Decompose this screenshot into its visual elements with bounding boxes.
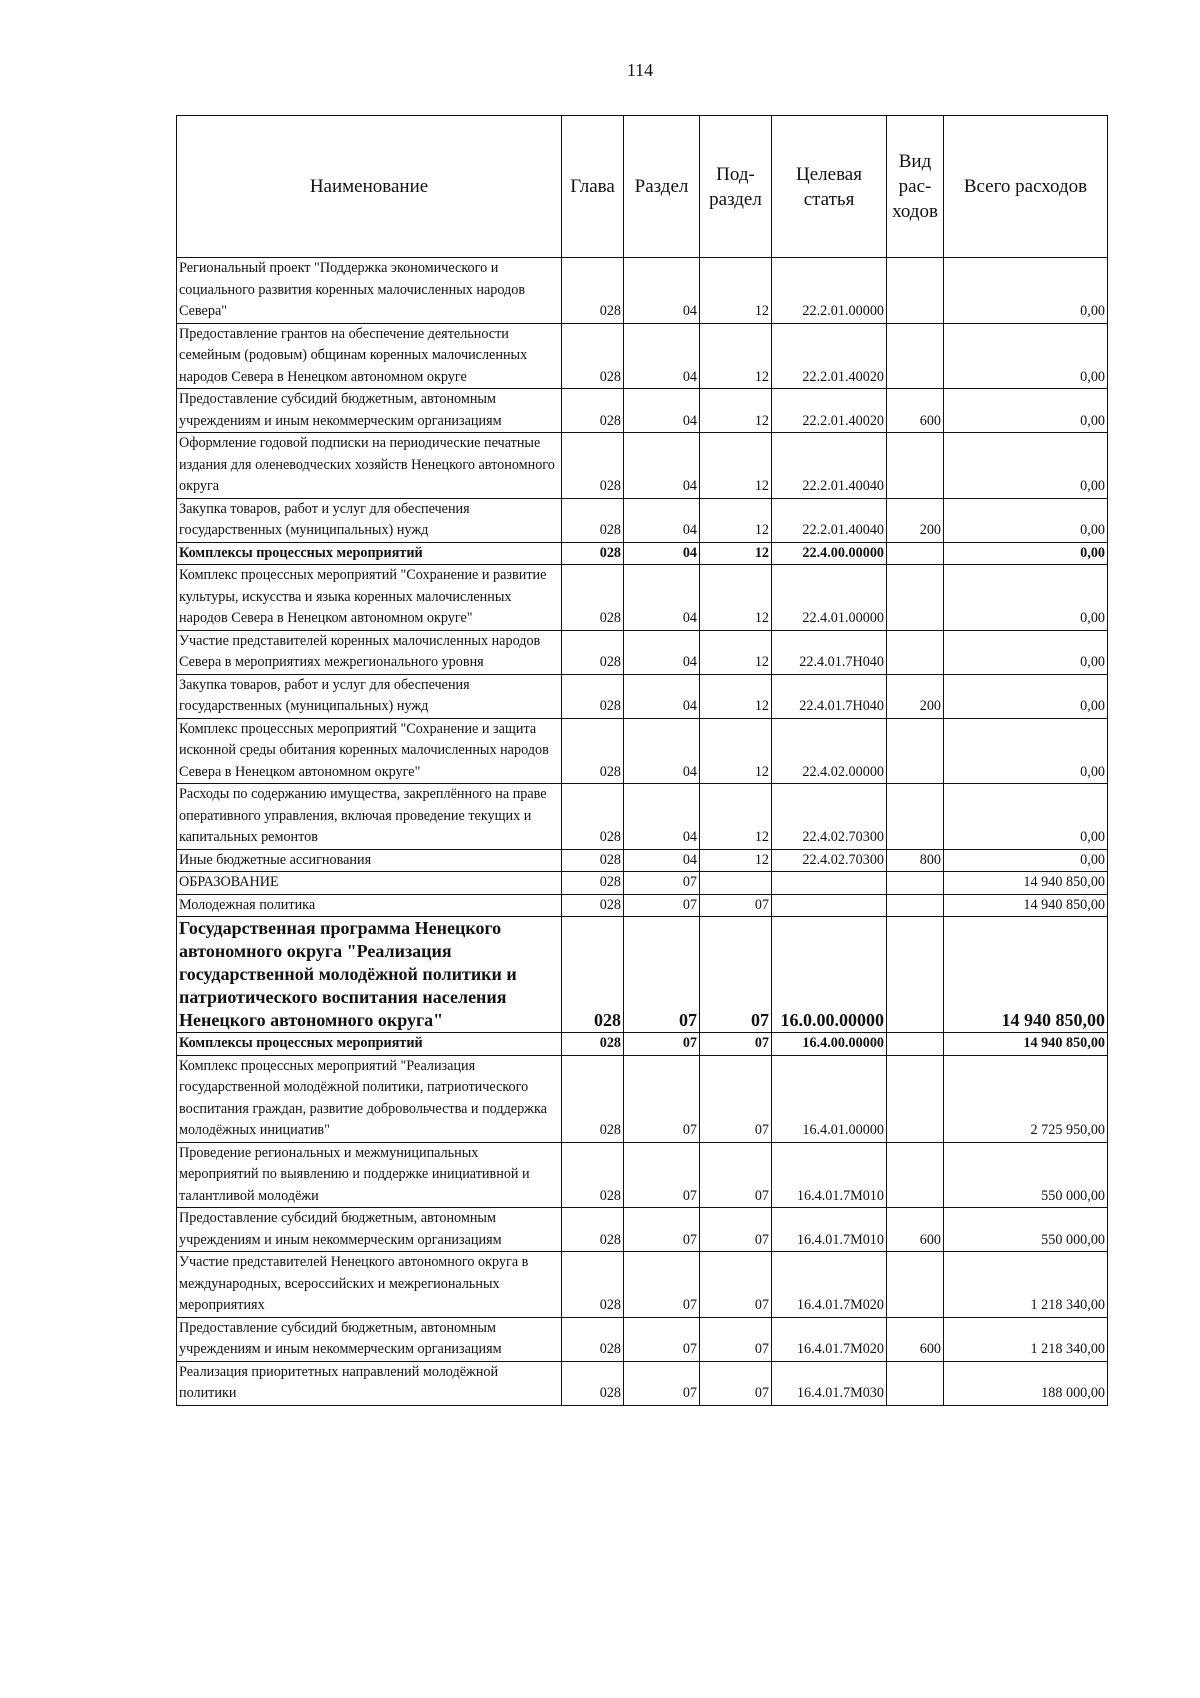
cell-statya: 16.4.01.7М010 <box>772 1208 887 1252</box>
cell-name: Предоставление субсидий бюджетным, автономным учреждениям и иным некоммерческим организациям <box>177 389 562 433</box>
table-row <box>177 389 1108 433</box>
cell-podrazdel: 07 <box>700 1317 772 1361</box>
cell-vid <box>887 894 944 917</box>
cell-glava: 028 <box>562 1142 624 1208</box>
cell-glava: 028 <box>562 1055 624 1142</box>
cell-name: Комплексы процессных мероприятий <box>177 1033 562 1056</box>
cell-statya: 16.4.01.7М020 <box>772 1317 887 1361</box>
cell-podrazdel: 12 <box>700 323 772 389</box>
cell-total: 0,00 <box>944 630 1108 674</box>
cell-total: 14 940 850,00 <box>944 917 1108 1033</box>
cell-razdel: 04 <box>624 849 700 872</box>
cell-vid <box>887 872 944 895</box>
cell-razdel: 04 <box>624 565 700 631</box>
cell-statya: 16.4.01.7М030 <box>772 1361 887 1405</box>
cell-podrazdel: 12 <box>700 718 772 784</box>
cell-total: 550 000,00 <box>944 1208 1108 1252</box>
cell-vid <box>887 258 944 324</box>
cell-glava: 028 <box>562 1317 624 1361</box>
cell-glava: 028 <box>562 258 624 324</box>
cell-razdel: 04 <box>624 674 700 718</box>
cell-statya: 22.4.00.00000 <box>772 542 887 565</box>
cell-vid: 600 <box>887 389 944 433</box>
cell-podrazdel: 07 <box>700 1055 772 1142</box>
header-row <box>177 116 1108 258</box>
cell-name: Молодежная политика <box>177 894 562 917</box>
cell-razdel: 04 <box>624 389 700 433</box>
cell-statya: 16.4.01.7М010 <box>772 1142 887 1208</box>
cell-vid <box>887 1361 944 1405</box>
cell-razdel: 04 <box>624 258 700 324</box>
cell-razdel: 07 <box>624 1317 700 1361</box>
cell-razdel: 07 <box>624 1208 700 1252</box>
cell-vid <box>887 1033 944 1056</box>
cell-razdel: 04 <box>624 323 700 389</box>
cell-total: 188 000,00 <box>944 1361 1108 1405</box>
table-row <box>177 1361 1108 1405</box>
cell-podrazdel: 07 <box>700 917 772 1033</box>
cell-podrazdel: 07 <box>700 1361 772 1405</box>
cell-razdel: 07 <box>624 1055 700 1142</box>
cell-total: 2 725 950,00 <box>944 1055 1108 1142</box>
cell-total: 0,00 <box>944 542 1108 565</box>
table-row <box>177 258 1108 324</box>
cell-statya: 16.0.00.00000 <box>772 917 887 1033</box>
cell-glava: 028 <box>562 917 624 1033</box>
cell-vid: 200 <box>887 674 944 718</box>
cell-glava: 028 <box>562 894 624 917</box>
cell-razdel: 07 <box>624 1361 700 1405</box>
cell-razdel: 07 <box>624 894 700 917</box>
cell-podrazdel: 12 <box>700 565 772 631</box>
cell-podrazdel: 07 <box>700 1142 772 1208</box>
header-statya: Целевая статья <box>772 116 887 258</box>
cell-statya: 16.4.01.7М020 <box>772 1252 887 1318</box>
cell-total: 14 940 850,00 <box>944 872 1108 895</box>
cell-statya: 22.4.01.7Н040 <box>772 674 887 718</box>
cell-name: Предоставление субсидий бюджетным, автономным учреждениям и иным некоммерческим организациям <box>177 1317 562 1361</box>
cell-glava: 028 <box>562 1252 624 1318</box>
cell-total: 14 940 850,00 <box>944 894 1108 917</box>
cell-name: Предоставление субсидий бюджетным, автономным учреждениям и иным некоммерческим организациям <box>177 1208 562 1252</box>
cell-razdel: 04 <box>624 718 700 784</box>
cell-name: Комплекс процессных мероприятий "Реализация государственной молодёжной политики, патриотического воспитания граждан, развитие добровольчества и поддержка молодёжных инициатив" <box>177 1055 562 1142</box>
cell-total: 0,00 <box>944 718 1108 784</box>
cell-name: Расходы по содержанию имущества, закреплённого на праве оперативного управления, включая проведение текущих и капитальных ремонтов <box>177 784 562 850</box>
cell-name: Комплекс процессных мероприятий "Сохранение и развитие культуры, искусства и языка коренных малочисленных народов Севера в Ненецком автономном округе" <box>177 565 562 631</box>
cell-podrazdel <box>700 872 772 895</box>
cell-statya: 22.2.01.00000 <box>772 258 887 324</box>
cell-glava: 028 <box>562 542 624 565</box>
cell-vid: 600 <box>887 1317 944 1361</box>
cell-podrazdel: 12 <box>700 849 772 872</box>
table-row <box>177 872 1108 895</box>
header-total: Всего расходов <box>944 116 1108 258</box>
cell-name: Иные бюджетные ассигнования <box>177 849 562 872</box>
cell-podrazdel: 12 <box>700 630 772 674</box>
cell-statya: 22.2.01.40040 <box>772 433 887 499</box>
cell-total: 1 218 340,00 <box>944 1252 1108 1318</box>
header-razdel: Раздел <box>624 116 700 258</box>
cell-vid: 600 <box>887 1208 944 1252</box>
cell-statya: 16.4.01.00000 <box>772 1055 887 1142</box>
table-row <box>177 1208 1108 1252</box>
cell-glava: 028 <box>562 1033 624 1056</box>
table-row <box>177 323 1108 389</box>
cell-statya: 22.4.02.70300 <box>772 784 887 850</box>
cell-vid <box>887 784 944 850</box>
cell-podrazdel: 12 <box>700 542 772 565</box>
cell-statya <box>772 894 887 917</box>
table-row <box>177 784 1108 850</box>
cell-razdel: 04 <box>624 498 700 542</box>
cell-total: 0,00 <box>944 258 1108 324</box>
cell-statya: 22.2.01.40020 <box>772 389 887 433</box>
cell-glava: 028 <box>562 389 624 433</box>
cell-podrazdel: 07 <box>700 894 772 917</box>
table-row <box>177 718 1108 784</box>
cell-name: Государственная программа Ненецкого автономного округа "Реализация государственной молодёжной политики и патриотического воспитания населения Ненецкого автономного округа" <box>177 917 562 1033</box>
table-row <box>177 542 1108 565</box>
cell-razdel: 04 <box>624 542 700 565</box>
cell-total: 0,00 <box>944 849 1108 872</box>
cell-total: 550 000,00 <box>944 1142 1108 1208</box>
cell-glava: 028 <box>562 565 624 631</box>
cell-name: Участие представителей коренных малочисленных народов Севера в мероприятиях межрегионального уровня <box>177 630 562 674</box>
cell-glava: 028 <box>562 872 624 895</box>
table-row <box>177 894 1108 917</box>
cell-vid <box>887 630 944 674</box>
cell-statya: 22.2.01.40020 <box>772 323 887 389</box>
cell-razdel: 07 <box>624 917 700 1033</box>
header-glava: Глава <box>562 116 624 258</box>
cell-statya: 22.4.02.70300 <box>772 849 887 872</box>
cell-name: Участие представителей Ненецкого автономного округа в международных, всероссийских и межрегиональных мероприятиях <box>177 1252 562 1318</box>
cell-razdel: 04 <box>624 784 700 850</box>
cell-podrazdel: 07 <box>700 1208 772 1252</box>
cell-name: Комплекс процессных мероприятий "Сохранение и защита исконной среды обитания коренных малочисленных народов Севера в Ненецком автономном округе" <box>177 718 562 784</box>
cell-vid <box>887 1252 944 1318</box>
cell-razdel: 07 <box>624 1142 700 1208</box>
cell-vid <box>887 565 944 631</box>
cell-name: Комплексы процессных мероприятий <box>177 542 562 565</box>
cell-glava: 028 <box>562 433 624 499</box>
cell-podrazdel: 12 <box>700 784 772 850</box>
cell-name: Закупка товаров, работ и услуг для обеспечения государственных (муниципальных) нужд <box>177 674 562 718</box>
cell-name: ОБРАЗОВАНИЕ <box>177 872 562 895</box>
cell-vid <box>887 917 944 1033</box>
table-row <box>177 674 1108 718</box>
cell-statya: 22.2.01.40040 <box>772 498 887 542</box>
cell-statya: 22.4.02.00000 <box>772 718 887 784</box>
cell-podrazdel: 07 <box>700 1033 772 1056</box>
cell-vid <box>887 323 944 389</box>
cell-name: Оформление годовой подписки на периодические печатные издания для оленеводческих хозяйств Ненецкого автономного округа <box>177 433 562 499</box>
cell-glava: 028 <box>562 849 624 872</box>
cell-podrazdel: 07 <box>700 1252 772 1318</box>
table-row <box>177 1252 1108 1318</box>
table-row <box>177 565 1108 631</box>
cell-statya: 16.4.00.00000 <box>772 1033 887 1056</box>
cell-vid: 200 <box>887 498 944 542</box>
cell-vid <box>887 542 944 565</box>
cell-statya: 22.4.01.7Н040 <box>772 630 887 674</box>
cell-razdel: 04 <box>624 433 700 499</box>
cell-total: 0,00 <box>944 498 1108 542</box>
budget-table <box>176 115 1108 1406</box>
cell-vid <box>887 433 944 499</box>
cell-total: 0,00 <box>944 389 1108 433</box>
cell-glava: 028 <box>562 1361 624 1405</box>
table-row <box>177 433 1108 499</box>
header-name: Наименование <box>177 116 562 258</box>
cell-glava: 028 <box>562 1208 624 1252</box>
cell-vid <box>887 718 944 784</box>
table-row <box>177 917 1108 1033</box>
cell-razdel: 07 <box>624 872 700 895</box>
table-row <box>177 1055 1108 1142</box>
cell-total: 0,00 <box>944 323 1108 389</box>
cell-razdel: 07 <box>624 1033 700 1056</box>
cell-total: 0,00 <box>944 674 1108 718</box>
cell-name: Реализация приоритетных направлений молодёжной политики <box>177 1361 562 1405</box>
cell-razdel: 04 <box>624 630 700 674</box>
table-row <box>177 849 1108 872</box>
cell-podrazdel: 12 <box>700 258 772 324</box>
cell-name: Проведение региональных и межмуниципальных мероприятий по выявлению и поддержке инициативной и талантливой молодёжи <box>177 1142 562 1208</box>
table-row <box>177 630 1108 674</box>
cell-total: 14 940 850,00 <box>944 1033 1108 1056</box>
cell-glava: 028 <box>562 718 624 784</box>
cell-podrazdel: 12 <box>700 433 772 499</box>
header-podrazdel: Под- раздел <box>700 116 772 258</box>
cell-razdel: 07 <box>624 1252 700 1318</box>
table-body <box>177 258 1108 1406</box>
cell-total: 1 218 340,00 <box>944 1317 1108 1361</box>
cell-glava: 028 <box>562 323 624 389</box>
cell-podrazdel: 12 <box>700 498 772 542</box>
cell-vid: 800 <box>887 849 944 872</box>
cell-total: 0,00 <box>944 784 1108 850</box>
cell-name: Региональный проект "Поддержка экономического и социального развития коренных малочисленных народов Севера" <box>177 258 562 324</box>
cell-glava: 028 <box>562 498 624 542</box>
cell-name: Закупка товаров, работ и услуг для обеспечения государственных (муниципальных) нужд <box>177 498 562 542</box>
cell-glava: 028 <box>562 674 624 718</box>
table-row <box>177 1317 1108 1361</box>
cell-total: 0,00 <box>944 565 1108 631</box>
table-row <box>177 1142 1108 1208</box>
cell-podrazdel: 12 <box>700 674 772 718</box>
cell-podrazdel: 12 <box>700 389 772 433</box>
table-row <box>177 1033 1108 1056</box>
cell-glava: 028 <box>562 784 624 850</box>
page-number: 114 <box>626 60 654 80</box>
cell-total: 0,00 <box>944 433 1108 499</box>
cell-statya: 22.4.01.00000 <box>772 565 887 631</box>
cell-vid <box>887 1055 944 1142</box>
header-vid: Вид рас- ходов <box>887 116 944 258</box>
cell-name: Предоставление грантов на обеспечение деятельности семейным (родовым) общинам коренных малочисленных народов Севера в Ненецком автономном округе <box>177 323 562 389</box>
cell-vid <box>887 1142 944 1208</box>
cell-glava: 028 <box>562 630 624 674</box>
table-row <box>177 498 1108 542</box>
cell-statya <box>772 872 887 895</box>
